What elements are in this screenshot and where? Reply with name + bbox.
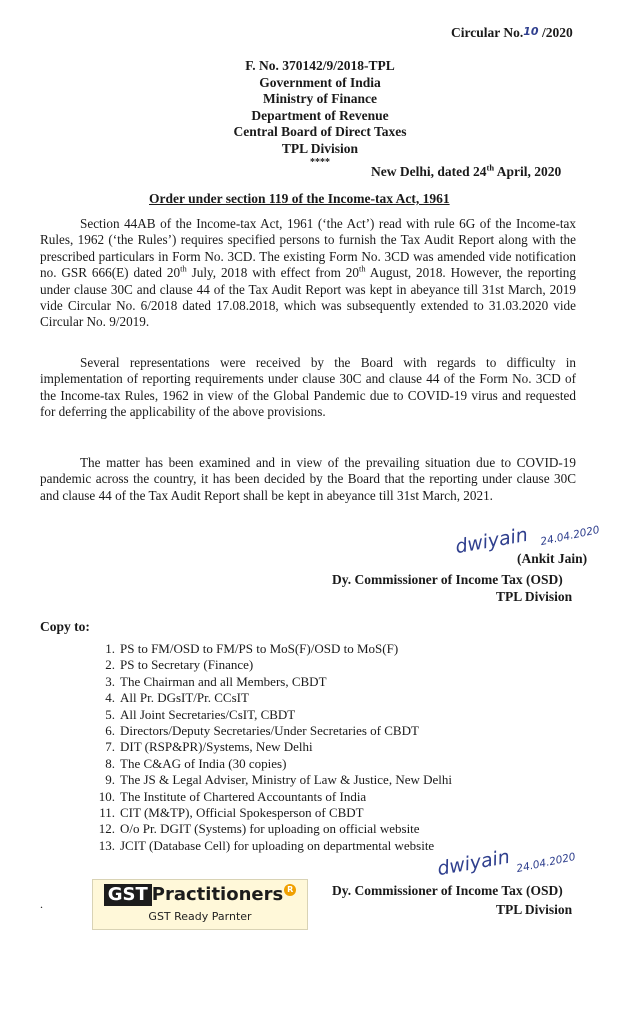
signatory-division-2: TPL Division xyxy=(496,902,573,917)
copy-to-item-text: PS to Secretary (Finance) xyxy=(120,657,254,673)
government: Government of India xyxy=(259,74,381,90)
copy-to-item xyxy=(99,805,452,821)
signatory-division-1: TPL Division xyxy=(496,589,573,604)
copy-to-item xyxy=(105,673,452,690)
copy-to-item xyxy=(105,690,452,706)
division: TPL Division xyxy=(281,140,359,156)
circular-number xyxy=(451,25,573,41)
paragraph-1: Section 44AB of the Income-tax Act, 1961 (‘the Act’) read with rule 6G of the Income-tax Rules, 1962 (‘the Rules’) requires specified persons to furnish the Tax Audit Report along with the prescribed particulars in Form No. 3CD. The existing Form No. 3CD was amended vide notification no. GSR 666(E) dated 20th July, 2018 with effect from 20th August, 2018. However, the reporting under clause 30C and clause 44 of the Tax Audit Report was kept in abeyance till 31st March, 2019 vide Circular No. 6/2018 dated 17.08.2018, which was subsequently extended to 31.03.2020 vide Circular No. 9/2019. xyxy=(40,216,576,330)
copy-to-item-number: 10. xyxy=(98,788,115,804)
logo-brand-text: Practitioners xyxy=(151,884,284,905)
registered-icon: R xyxy=(284,884,296,896)
copy-to-item-text: JCIT (Database Cell) for uploading on departmental website xyxy=(120,837,435,853)
copy-to-item-number: 7. xyxy=(105,739,115,755)
copy-to-item-number: 13. xyxy=(98,837,115,853)
order-title: Order under section 119 of the Income-tax Act, 1961 xyxy=(149,191,450,206)
copy-to-item-text: CIT (M&TP), Official Spokesperson of CBDT xyxy=(120,805,364,821)
signatory-designation-2: Dy. Commissioner of Income Tax (OSD) xyxy=(332,883,563,898)
copy-to-item xyxy=(105,641,452,657)
copy-to-item-number: 3. xyxy=(105,673,115,689)
copy-to-item-number: 2. xyxy=(105,657,115,673)
paragraph-2: Several representations were received by the Board with regards to difficulty in implementation of reporting requirements under clause 30C and clause 44 of the Form No. 3CD of the Income-tax Rules, 1962 in view of the Global Pandemic due to COVID-19 virus and requested for deferring the applicability of the above provisions. xyxy=(40,355,576,420)
dateline: New Delhi, dated 24th April, 2020 xyxy=(371,162,562,179)
copy-to-item-text: The Institute of Chartered Accountants of India xyxy=(120,788,367,804)
copy-to-item-number: 1. xyxy=(105,641,115,656)
letterhead xyxy=(40,58,600,169)
copy-to-label: Copy to: xyxy=(40,619,90,634)
department: Department of Revenue xyxy=(251,107,389,123)
copy-to-item xyxy=(98,837,452,854)
copy-to-item-number: 5. xyxy=(105,706,115,722)
copy-to-item xyxy=(105,772,453,788)
circular-suffix: /2020 xyxy=(538,25,573,40)
file-number: F. No. 370142/9/2018-TPL xyxy=(245,58,395,73)
logo-gst-box: GST xyxy=(104,884,152,906)
copy-to-item-text: PS to FM/OSD to FM/PS to MoS(F)/OSD to MoS(F) xyxy=(120,641,399,656)
copy-to-item-number: 9. xyxy=(105,772,115,788)
signature-date-1: 24.04.2020 xyxy=(539,523,601,549)
board: Central Board of Direct Taxes xyxy=(233,124,407,139)
logo-tagline: GST Ready Parnter xyxy=(148,910,252,923)
copy-to-list xyxy=(98,641,453,854)
signature-scribble-1: dwiyain xyxy=(453,523,530,559)
copy-to-item-text: All Pr. DGsIT/Pr. CCsIT xyxy=(120,690,249,706)
circular-prefix: Circular No. xyxy=(451,25,524,40)
gst-practitioners-logo xyxy=(92,879,308,930)
signatory-name: (Ankit Jain) xyxy=(517,551,588,566)
stars-separator: **** xyxy=(310,157,330,168)
copy-to-item-number: 12. xyxy=(98,821,115,837)
circular-handwritten-number: 10 xyxy=(523,25,539,38)
stray-dot: . xyxy=(40,897,43,911)
copy-to-item-text: Directors/Deputy Secretaries/Under Secretaries of CBDT xyxy=(120,723,419,739)
copy-to-item xyxy=(98,788,452,805)
copy-to-item xyxy=(105,739,452,755)
copy-to-item-text: The JS & Legal Adviser, Ministry of Law & Justice, New Delhi xyxy=(120,772,453,788)
copy-to-item xyxy=(98,821,452,837)
copy-to-item-number: 6. xyxy=(105,723,115,739)
copy-to-item xyxy=(105,755,452,772)
copy-to-item-text: The Chairman and all Members, CBDT xyxy=(120,673,327,689)
copy-to-item-text: All Joint Secretaries/CsIT, CBDT xyxy=(120,706,296,722)
signature-scribble-2: dwiyain xyxy=(435,845,512,881)
ministry: Ministry of Finance xyxy=(263,91,377,106)
copy-to-item-number: 11. xyxy=(99,805,115,821)
copy-to-item-text: O/o Pr. DGIT (Systems) for uploading on official website xyxy=(120,821,420,837)
signature-date-2: 24.04.2020 xyxy=(515,850,577,876)
copy-to-item xyxy=(105,657,452,673)
copy-to-item xyxy=(105,723,452,739)
copy-to-item-text: The C&AG of India (30 copies) xyxy=(120,755,287,771)
copy-to-item-text: DIT (RSP&PR)/Systems, New Delhi xyxy=(120,739,313,755)
paragraph-3: The matter has been examined and in view of the prevailing situation due to COVID-19 pandemic across the country, it has been decided by the Board that the reporting under clause 30C and clause 44 of the Tax Audit Report shall be kept in abeyance till 31st March, 2021. xyxy=(40,455,576,503)
copy-to-item-number: 8. xyxy=(105,755,115,771)
copy-to-item-number: 4. xyxy=(105,690,115,706)
signatory-designation-1: Dy. Commissioner of Income Tax (OSD) xyxy=(332,572,563,587)
copy-to-item xyxy=(105,706,452,723)
